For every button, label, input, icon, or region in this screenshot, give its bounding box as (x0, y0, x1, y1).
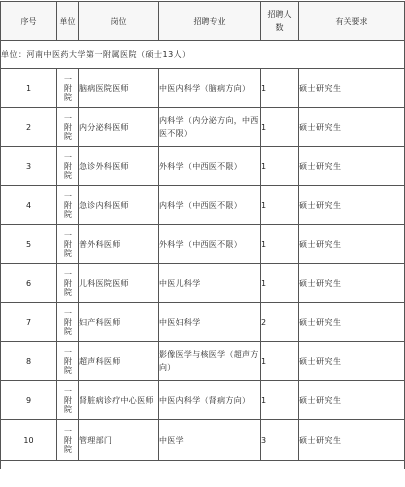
row-requirement: 硕士研究生 (299, 147, 405, 186)
header-position: 岗位 (79, 2, 159, 41)
row-count: 1 (261, 147, 299, 186)
row-position: 内分泌科医师 (79, 108, 159, 147)
row-major: 外科学（中西医不限） (159, 225, 261, 264)
row-unit: 一附院 (57, 186, 79, 225)
row-requirement: 硕士研究生 (299, 381, 405, 420)
row-no: 10 (1, 420, 57, 461)
row-count: 1 (261, 342, 299, 381)
row-unit: 一附院 (57, 225, 79, 264)
row-requirement: 硕士研究生 (299, 303, 405, 342)
row-count: 2 (261, 303, 299, 342)
row-requirement: 硕士研究生 (299, 420, 405, 461)
row-count: 1 (261, 381, 299, 420)
row-position: 妇产科医师 (79, 303, 159, 342)
row-no: 6 (1, 264, 57, 303)
table-row (1, 381, 405, 420)
row-requirement: 硕士研究生 (299, 69, 405, 108)
table-row (1, 420, 405, 461)
row-unit: 一附院 (57, 420, 79, 461)
row-major: 内科学（中西医不限） (159, 186, 261, 225)
row-count: 1 (261, 186, 299, 225)
table-row (1, 186, 405, 225)
row-no: 1 (1, 69, 57, 108)
row-position: 超声科医师 (79, 342, 159, 381)
row-unit: 一附院 (57, 108, 79, 147)
row-unit: 一附院 (57, 381, 79, 420)
row-major: 中医学 (159, 420, 261, 461)
row-no: 4 (1, 186, 57, 225)
row-unit: 一附院 (57, 69, 79, 108)
table-continuation (1, 461, 405, 470)
row-major: 中医妇科学 (159, 303, 261, 342)
table-row (1, 264, 405, 303)
table-row (1, 303, 405, 342)
unit-row (1, 41, 405, 69)
row-unit: 一附院 (57, 303, 79, 342)
row-no: 5 (1, 225, 57, 264)
row-no: 2 (1, 108, 57, 147)
table-continuation-row (1, 461, 405, 470)
header-row (1, 2, 405, 41)
header-unit: 单位 (57, 2, 79, 41)
table-row (1, 147, 405, 186)
row-position: 脑病医院医师 (79, 69, 159, 108)
row-major: 影像医学与核医学（超声方向） (159, 342, 261, 381)
table-row (1, 69, 405, 108)
row-unit: 一附院 (57, 264, 79, 303)
row-unit: 一附院 (57, 342, 79, 381)
header-major: 招聘专业 (159, 2, 261, 41)
row-requirement: 硕士研究生 (299, 225, 405, 264)
table-row (1, 342, 405, 381)
header-requirement: 有关要求 (299, 2, 405, 41)
row-count: 1 (261, 264, 299, 303)
row-position: 儿科医院医师 (79, 264, 159, 303)
table-row (1, 225, 405, 264)
row-major: 中医内科学（肾病方向） (159, 381, 261, 420)
row-position: 急诊内科医师 (79, 186, 159, 225)
row-no: 8 (1, 342, 57, 381)
row-count: 1 (261, 108, 299, 147)
header-no: 序号 (1, 2, 57, 41)
row-requirement: 硕士研究生 (299, 108, 405, 147)
row-requirement: 硕士研究生 (299, 342, 405, 381)
row-position: 急诊外科医师 (79, 147, 159, 186)
row-major: 中医内科学（脑病方向） (159, 69, 261, 108)
row-count: 1 (261, 225, 299, 264)
row-position: 普外科医师 (79, 225, 159, 264)
row-count: 3 (261, 420, 299, 461)
row-no: 3 (1, 147, 57, 186)
row-major: 中医儿科学 (159, 264, 261, 303)
row-position: 管理部门 (79, 420, 159, 461)
row-major: 内科学（内分泌方向，中西医不限） (159, 108, 261, 147)
row-no: 7 (1, 303, 57, 342)
recruitment-table (0, 1, 405, 469)
row-position: 肾脏病诊疗中心医师 (79, 381, 159, 420)
table-row (1, 108, 405, 147)
row-no: 9 (1, 381, 57, 420)
row-requirement: 硕士研究生 (299, 264, 405, 303)
row-count: 1 (261, 69, 299, 108)
row-major: 外科学（中西医不限） (159, 147, 261, 186)
row-unit: 一附院 (57, 147, 79, 186)
unit-line: 单位：河南中医药大学第一附属医院（硕士13人） (1, 41, 405, 69)
row-requirement: 硕士研究生 (299, 186, 405, 225)
header-count: 招聘人数 (261, 2, 299, 41)
